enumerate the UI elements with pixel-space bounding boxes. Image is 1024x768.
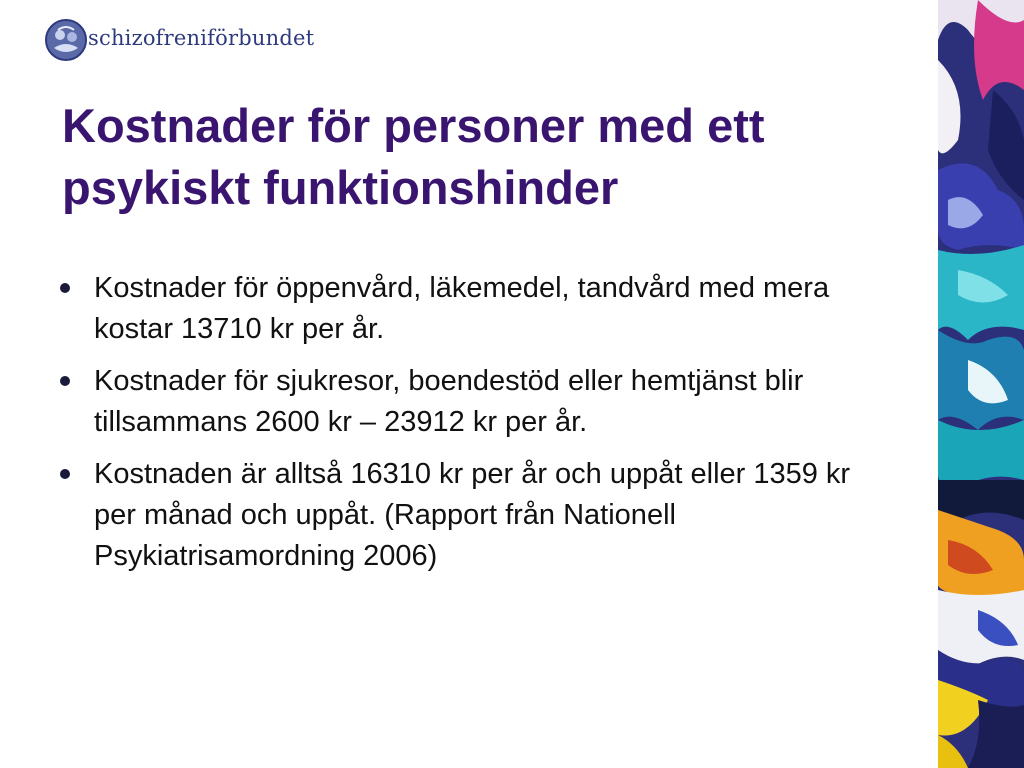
bullet-text: Kostnaden är alltså 16310 kr per år och uppåt eller 1359 kr per månad och uppåt. (Rapport från Nationell Psykiatrisamordning 2006) xyxy=(94,458,851,572)
bullet-dot-icon xyxy=(60,469,70,479)
abstract-painting-image xyxy=(938,0,1024,768)
bullet-list xyxy=(58,268,878,588)
bullet-item xyxy=(58,268,878,350)
logo-text: schizofreniförbundet xyxy=(88,26,315,50)
organization-logo xyxy=(36,14,315,66)
bullet-text: Kostnader för sjukresor, boendestöd eller hemtjänst blir tillsammans 2600 kr – 23912 kr per år. xyxy=(94,365,804,438)
emblem-icon xyxy=(44,18,88,62)
bullet-dot-icon xyxy=(60,283,70,293)
bullet-dot-icon xyxy=(60,376,70,386)
slide-title: Kostnader för personer med ett psykiskt funktionshinder xyxy=(62,99,765,214)
bullet-item xyxy=(58,454,878,577)
bullet-text: Kostnader för öppenvård, läkemedel, tandvård med mera kostar 13710 kr per år. xyxy=(94,272,830,345)
bullet-item xyxy=(58,361,878,443)
